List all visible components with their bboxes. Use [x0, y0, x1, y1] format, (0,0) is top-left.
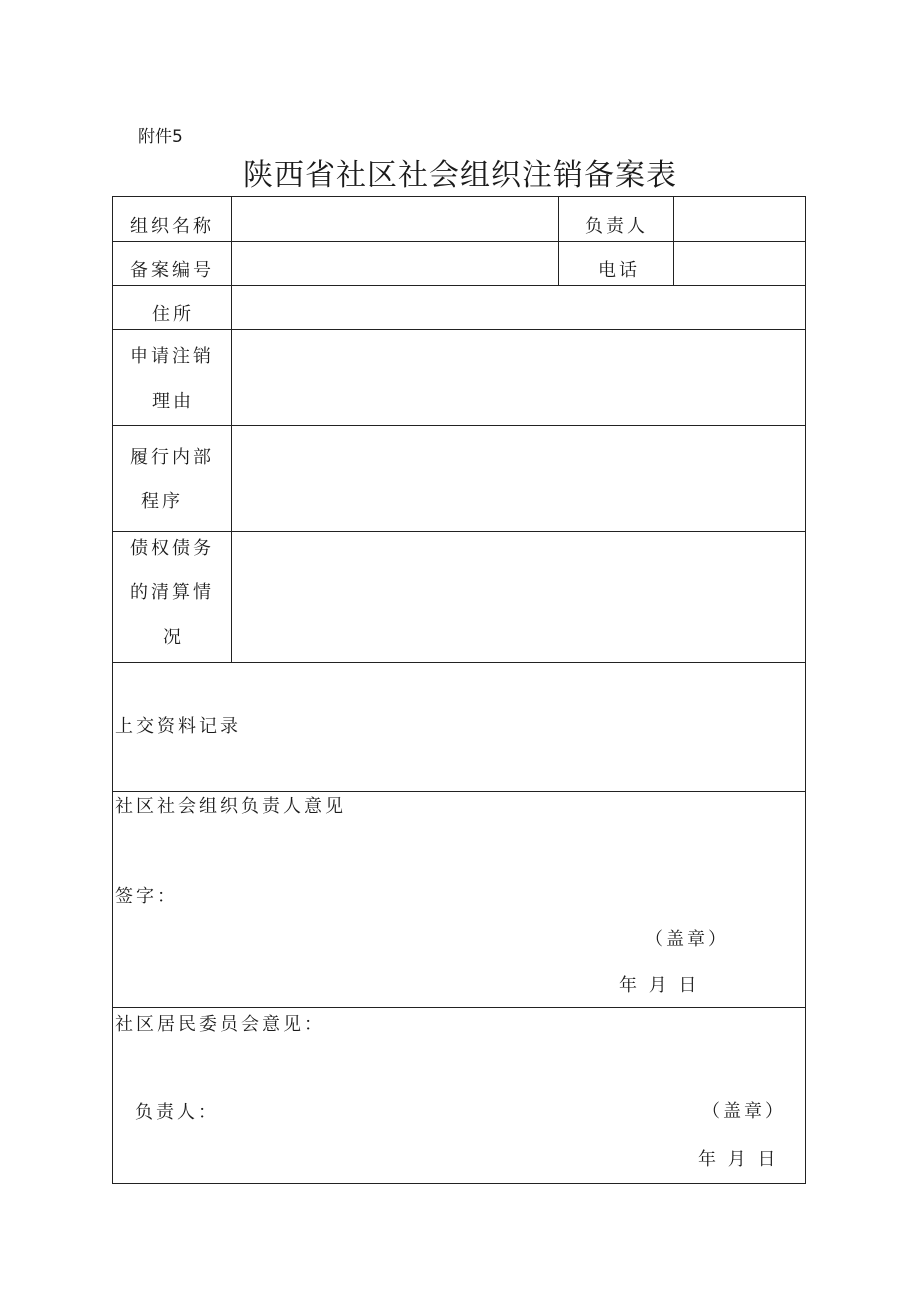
debt-clearing-label-line1: 债权债务 [130, 538, 214, 559]
table-border-right [805, 196, 806, 1184]
attachment-label: 附件5 [138, 127, 183, 147]
table-border-bottom [112, 1183, 806, 1184]
row-divider [112, 791, 806, 792]
cancel-reason-field[interactable] [232, 330, 805, 425]
internal-procedure-field[interactable] [232, 426, 805, 531]
committee-opinion-heading: 社区居民委员会意见： [115, 1014, 325, 1035]
record-number-label: 备案编号 [130, 260, 214, 281]
address-field[interactable] [232, 286, 805, 329]
cancel-reason-label-line1: 申请注销 [130, 346, 214, 367]
phone-field[interactable] [674, 242, 805, 285]
committee-date-label: 年 月 日 [698, 1149, 779, 1170]
filing-form-table [112, 196, 806, 1184]
org-leader-opinion-heading: 社区社会组织负责人意见 [115, 796, 346, 817]
internal-procedure-label-line2: 程序 [141, 491, 183, 512]
internal-procedure-label-line1: 履行内部 [130, 447, 214, 468]
debt-clearing-field[interactable] [232, 532, 805, 662]
committee-leader-label: 负责人： [135, 1102, 219, 1123]
record-number-field[interactable] [232, 242, 558, 285]
submitted-materials-label: 上交资料记录 [115, 716, 241, 737]
column-divider [558, 196, 559, 286]
debt-clearing-label-line3: 况 [163, 627, 184, 648]
row-divider [112, 1007, 806, 1008]
signature-label: 签字： [115, 886, 178, 907]
seal-label: （盖章） [645, 929, 729, 950]
date-label: 年 月 日 [619, 975, 700, 996]
debt-clearing-label-line2: 的清算情 [130, 582, 214, 603]
org-name-label: 组织名称 [130, 216, 214, 237]
leader-label: 负责人 [585, 216, 648, 237]
phone-label: 电话 [598, 260, 640, 281]
address-label: 住所 [152, 304, 194, 325]
committee-seal-label: （盖章） [702, 1101, 786, 1122]
cancel-reason-label-line2: 理由 [152, 391, 194, 412]
leader-field[interactable] [674, 197, 805, 241]
form-title: 陕西省社区社会组织注销备案表 [243, 158, 677, 193]
submitted-materials-field[interactable] [113, 663, 805, 791]
org-name-field[interactable] [232, 197, 558, 241]
